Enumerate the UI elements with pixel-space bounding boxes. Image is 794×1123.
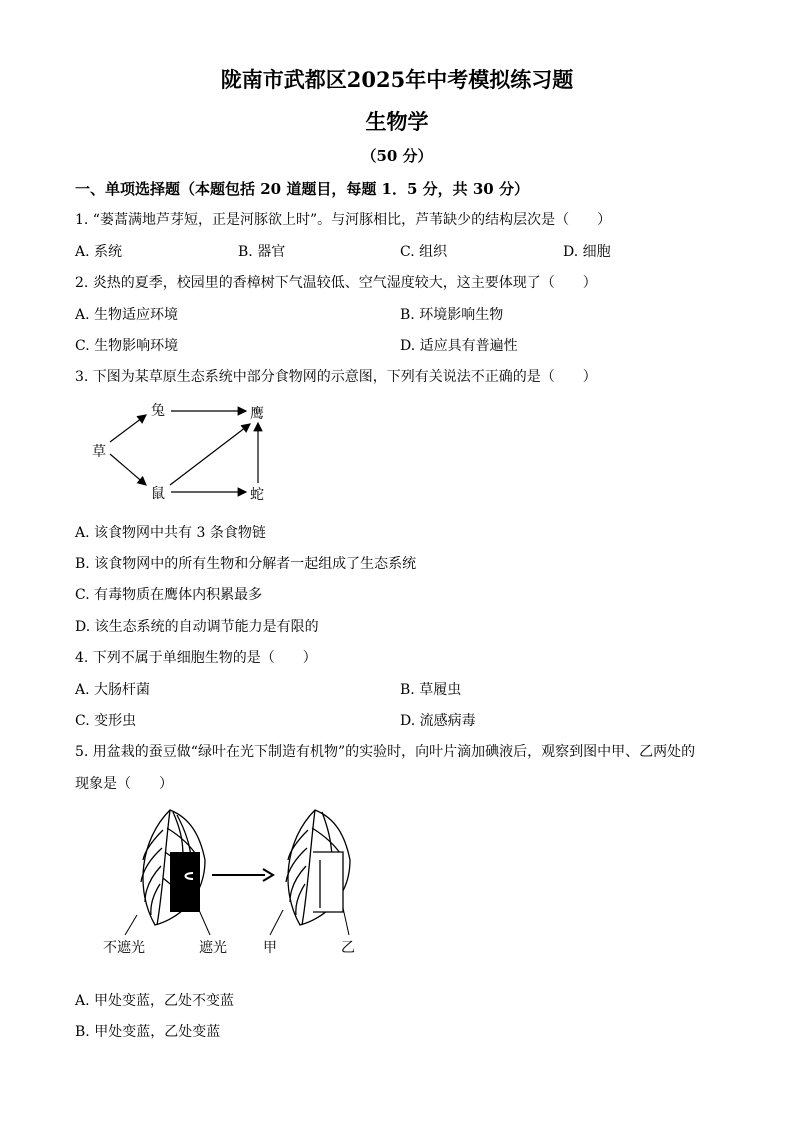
q1-option-d[interactable]: D. 细胞	[563, 244, 611, 260]
shading-cover	[170, 852, 200, 912]
q2-option-b[interactable]: B. 环境影响生物	[400, 307, 504, 323]
label-shaded: 遮光	[199, 940, 227, 956]
q1-option-a[interactable]: A. 系统	[75, 244, 123, 260]
leaf-experiment-figure	[95, 800, 365, 960]
q4-option-c[interactable]: C. 变形虫	[75, 713, 137, 729]
score-note: （50 分）	[361, 147, 433, 165]
q5-option-b[interactable]: B. 甲处变蓝，乙处变蓝	[75, 1024, 221, 1040]
q4-option-b[interactable]: B. 草履虫	[400, 682, 462, 698]
q2-option-c[interactable]: C. 生物影响环境	[75, 338, 179, 354]
label-unshaded: 不遮光	[103, 940, 145, 956]
arrow-mouse-eagle	[170, 424, 250, 485]
q1-option-c[interactable]: C. 组织	[400, 244, 448, 260]
q2-option-d[interactable]: D. 适应具有普遍性	[400, 338, 518, 354]
q1-option-b[interactable]: B. 器官	[238, 244, 286, 260]
node-grass: 草	[92, 444, 106, 460]
subject-title: 生物学	[365, 109, 429, 134]
q3-option-d[interactable]: D. 该生态系统的自动调节能力是有限的	[75, 619, 319, 635]
q3-option-a[interactable]: A. 该食物网中共有 3 条食物链	[75, 525, 266, 541]
page-title: 陇南市武都区2025年中考模拟练习题	[220, 67, 574, 92]
label-jia: 甲	[263, 940, 277, 956]
node-mouse: 鼠	[151, 486, 165, 502]
node-snake: 蛇	[250, 487, 264, 503]
question-2-stem: 2. 炎热的夏季，校园里的香樟树下气温较低、空气湿度较大，这主要体现了（ ）	[75, 275, 597, 291]
q4-option-a[interactable]: A. 大肠杆菌	[75, 682, 151, 698]
arrow-grass-mouse	[110, 454, 146, 485]
food-web-diagram	[80, 395, 280, 507]
section-heading: 一、单项选择题（本题包括 20 道题目，每题 1．5 分，共 30 分）	[75, 180, 529, 198]
label-yi: 乙	[341, 940, 355, 956]
question-1-stem: 1. “蒌蒿满地芦芽短，正是河豚欲上时”。与河豚相比，芦苇缺少的结构层次是（ ）	[75, 212, 612, 228]
question-4-stem: 4. 下列不属于单细胞生物的是（ ）	[75, 650, 317, 666]
question-5-stem-line1: 5. 用盆栽的蚕豆做“绿叶在光下制造有机物”的实验时，向叶片滴加碘液后，观察到图中甲、乙两处的	[75, 744, 696, 760]
arrow-grass-rabbit	[110, 415, 146, 442]
leaf-right-icon	[286, 810, 350, 925]
q2-option-a[interactable]: A. 生物适应环境	[75, 307, 179, 323]
question-5-stem-line2: 现象是（ ）	[75, 776, 173, 792]
q4-option-d[interactable]: D. 流感病毒	[400, 713, 476, 729]
q5-option-a[interactable]: A. 甲处变蓝，乙处不变蓝	[75, 993, 235, 1009]
node-rabbit: 兔	[151, 403, 165, 419]
node-eagle: 鹰	[250, 406, 264, 422]
q3-option-c[interactable]: C. 有毒物质在鹰体内积累最多	[75, 587, 263, 603]
q3-option-b[interactable]: B. 该食物网中的所有生物和分解者一起组成了生态系统	[75, 556, 417, 572]
question-3-stem: 3. 下图为某草原生态系统中部分食物网的示意图，下列有关说法不正确的是（ ）	[75, 369, 597, 385]
